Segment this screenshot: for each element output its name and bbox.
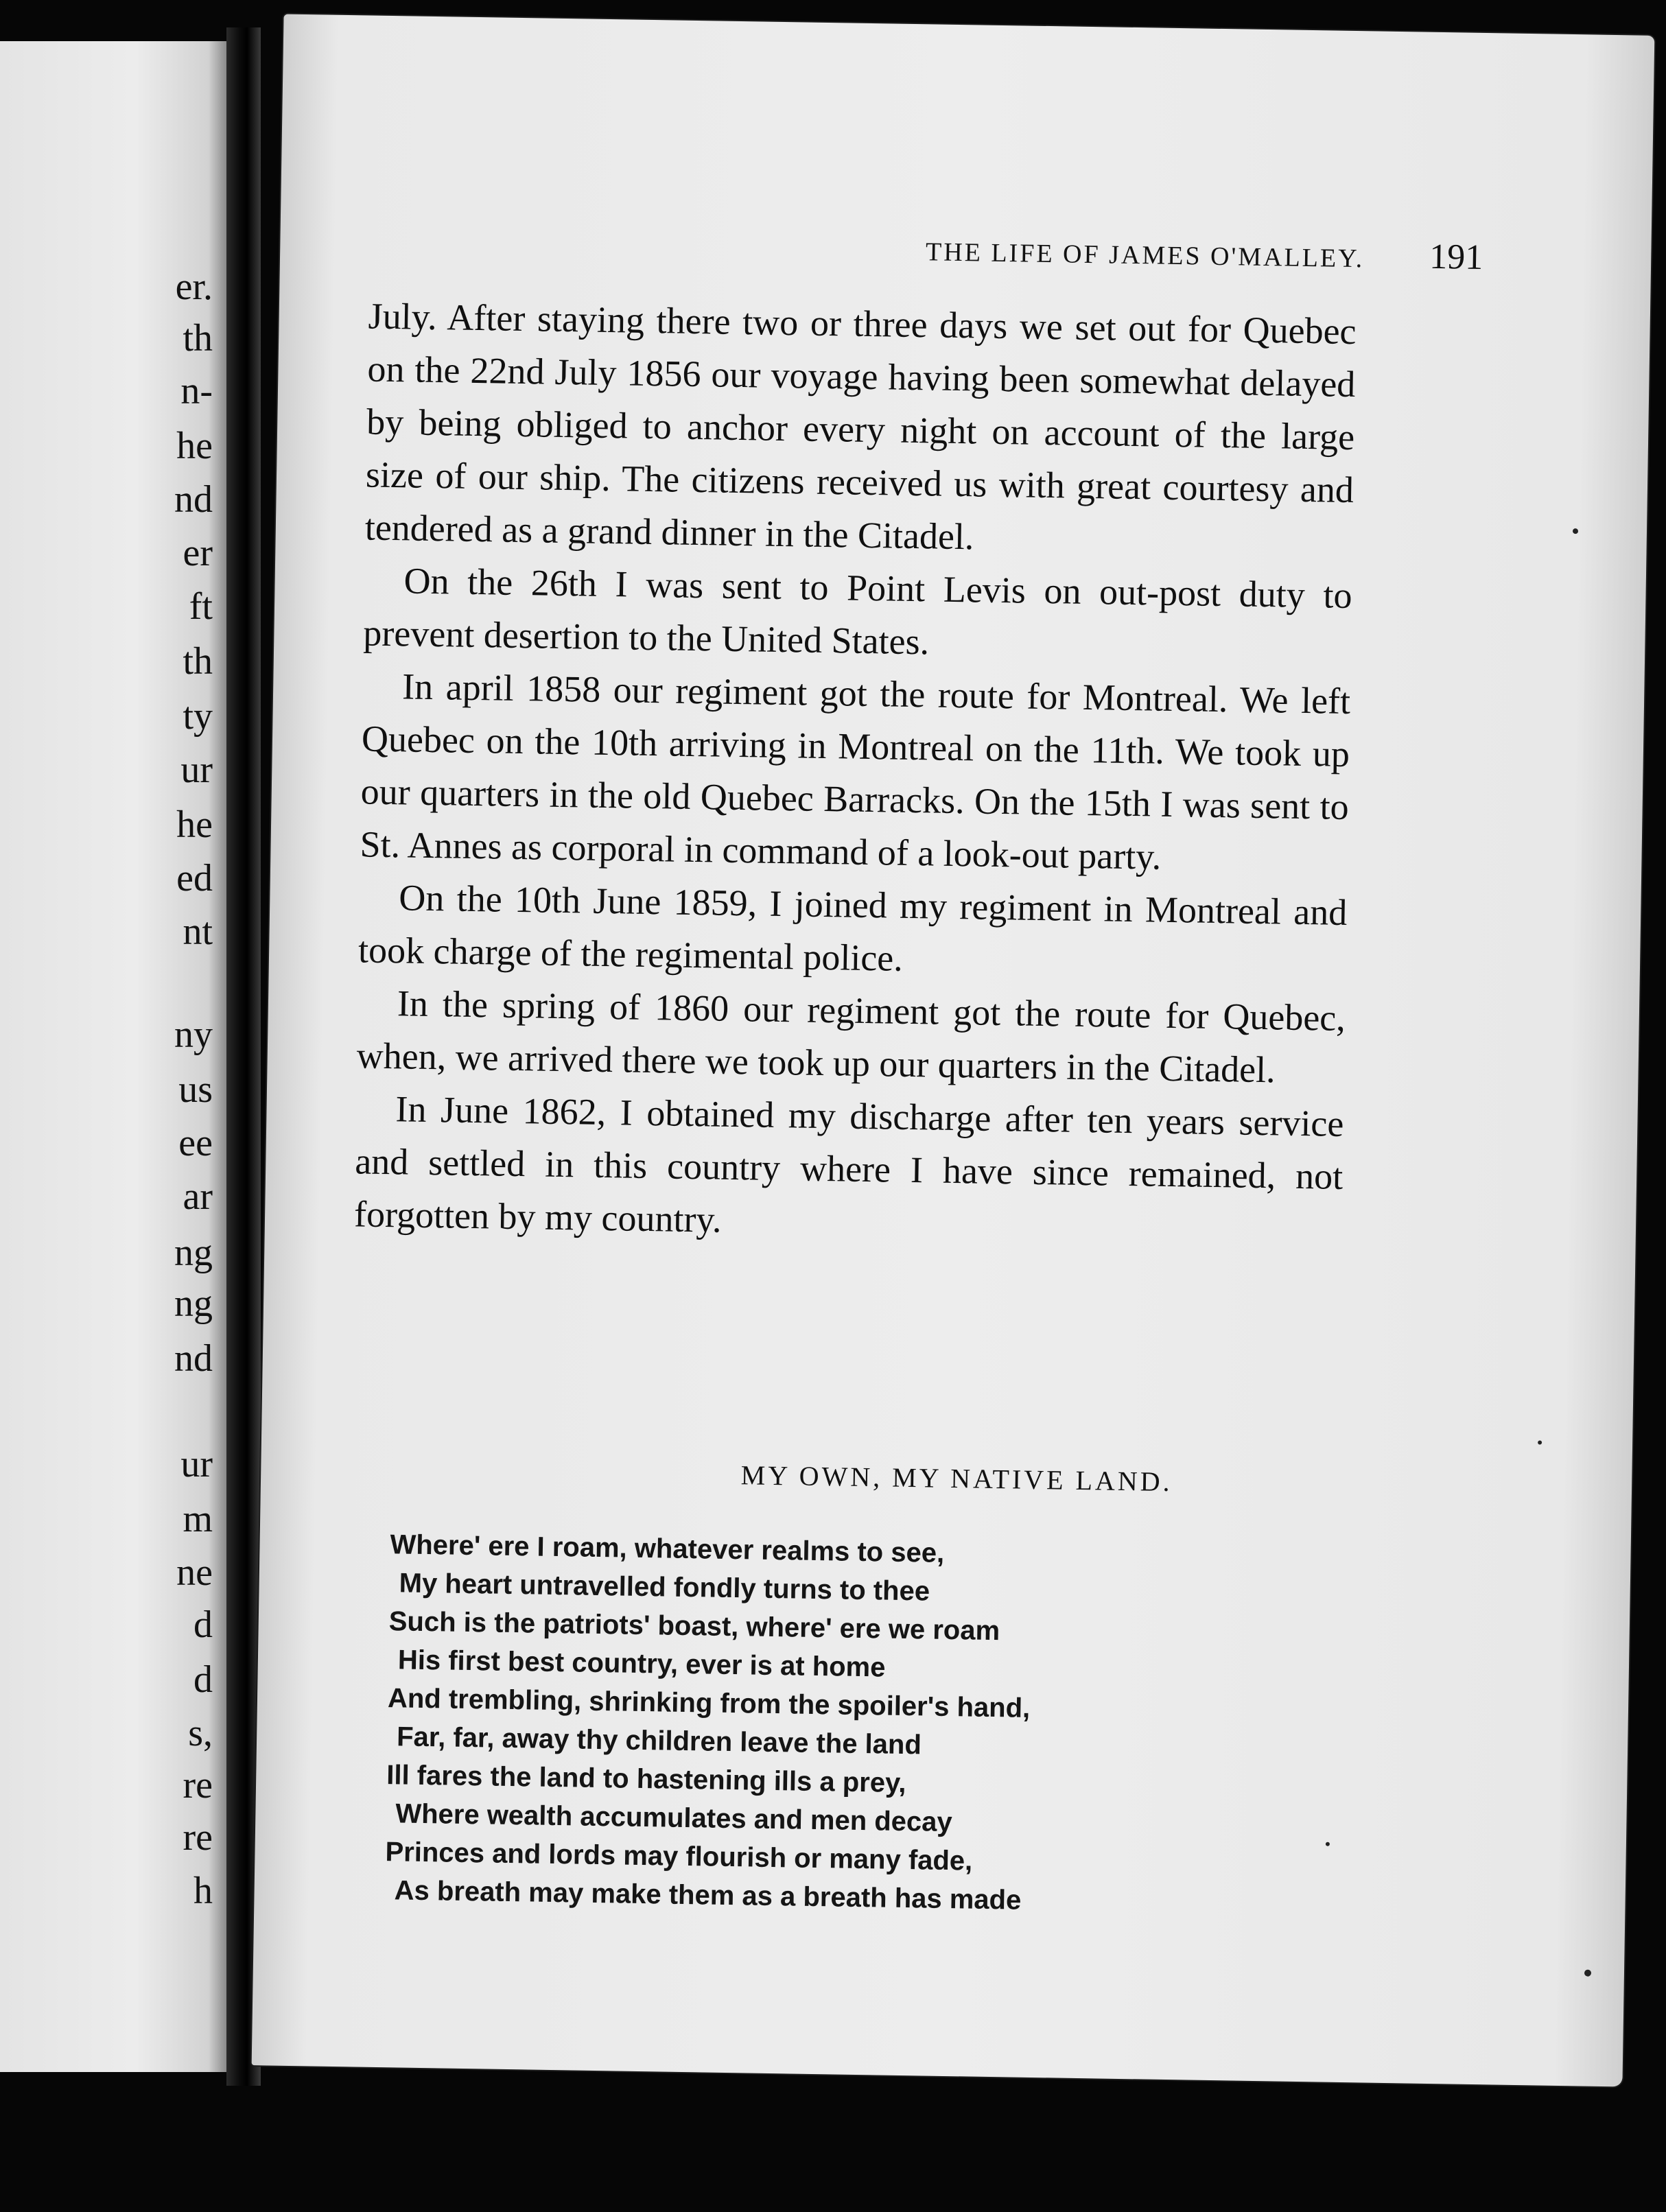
poem-line: And trembling, shrinking from the spoiler's hand, — [387, 1683, 1031, 1723]
previous-page-fragment: er. — [175, 266, 213, 308]
previous-page-fragment: ft — [189, 585, 213, 628]
running-head — [280, 226, 1501, 276]
previous-page-fragment: m — [183, 1498, 213, 1540]
previous-page-fragment: er — [183, 532, 213, 574]
body-paragraph: July. After staying there two or three days we set out for Quebec on the 22nd July 1856 our voyage having been somewhat delayed by being obliged to anchor every night on account of the large size of our ship. The citizens received us with great courtesy and tendered as a grand dinner in the Citadel. — [364, 295, 1357, 558]
previous-page-fragment: n- — [180, 370, 213, 412]
poem-line: Such is the patriots' boast, where' ere we roam — [388, 1606, 1000, 1647]
previous-page-fragment: ty — [183, 695, 213, 738]
previous-page-fragment: ng — [174, 1232, 213, 1274]
previous-page-fragment: ee — [178, 1122, 213, 1164]
previous-page-fragment: ny — [174, 1013, 213, 1056]
previous-page-line-endings — [0, 41, 226, 2072]
previous-page-fragment: h — [193, 1870, 213, 1912]
poem-title: MY OWN, MY NATIVE LAND. — [740, 1459, 1173, 1498]
previous-page-fragment: ne — [176, 1551, 213, 1594]
previous-page-edge — [0, 41, 226, 2072]
previous-page-fragment: d — [193, 1603, 213, 1646]
poem-line: Ill fares the land to hastening ills a prey, — [386, 1760, 906, 1799]
previous-page-fragment: ur — [180, 1443, 213, 1485]
body-paragraph: In June 1862, I obtained my discharge after ten years service and settled in this country where I have since remained, not forgotten by my country. — [353, 1088, 1344, 1240]
poem-line: Where' ere I roam, whatever realms to see, — [390, 1529, 945, 1568]
book-page — [252, 14, 1655, 2086]
body-paragraph: In april 1858 our regiment got the route for Montreal. We left Quebec on the 10th arriving in Montreal on the 11th. We took up our quarters in the old Quebec Barracks. On the 15th I was sent to St. Annes as corporal in command of a look-out party. — [360, 666, 1351, 878]
scan-speck — [1584, 1970, 1591, 1977]
poem-heading — [261, 1451, 1632, 1505]
scan-speck — [1538, 1440, 1542, 1444]
scan-speck — [1326, 1842, 1330, 1846]
poem-line: Princes and lords may flourish or many fade, — [385, 1837, 973, 1876]
previous-page-fragment: us — [178, 1068, 213, 1111]
page-number: 191 — [1429, 237, 1483, 277]
poem-line: Where wealth accumulates and men decay — [395, 1798, 953, 1838]
previous-page-fragment: re — [183, 1764, 213, 1807]
body-paragraph: On the 10th June 1859, I joined my regiment in Montreal and took charge of the regimental police. — [357, 877, 1348, 979]
scan-speck — [1573, 528, 1578, 534]
poem-line: His first best country, ever is at home — [397, 1645, 886, 1683]
previous-page-fragment: s, — [188, 1712, 213, 1754]
poem — [384, 1525, 1214, 1922]
previous-page-fragment: th — [183, 317, 213, 360]
previous-page-fragment: re — [183, 1816, 213, 1859]
previous-page-fragment: nd — [174, 1337, 213, 1380]
previous-page-fragment: d — [193, 1658, 213, 1701]
poem-line: Far, far, away thy children leave the land — [396, 1721, 922, 1761]
previous-page-fragment: ng — [174, 1282, 213, 1325]
previous-page-fragment: nt — [183, 910, 213, 953]
poem-line: As breath may make them as a breath has made — [394, 1875, 1022, 1916]
poem-line: My heart untravelled fondly turns to thee — [399, 1568, 930, 1607]
previous-page-fragment: ar — [183, 1175, 213, 1218]
previous-page-fragment: he — [176, 803, 213, 846]
body-text — [354, 290, 1357, 1256]
previous-page-fragment: he — [176, 425, 213, 467]
body-paragraph: On the 26th I was sent to Point Levis on out-post duty to prevent desertion to the United States. — [362, 560, 1352, 663]
previous-page-fragment: nd — [174, 478, 213, 521]
body-paragraph: In the spring of 1860 our regiment got the route for Quebec, when, we arrived there we took up our quarters in the Citadel. — [356, 983, 1346, 1091]
previous-page-fragment: ed — [176, 857, 213, 899]
running-title: THE LIFE OF JAMES O'MALLEY. — [925, 237, 1365, 274]
previous-page-fragment: ur — [180, 749, 213, 791]
previous-page-fragment: th — [183, 640, 213, 683]
